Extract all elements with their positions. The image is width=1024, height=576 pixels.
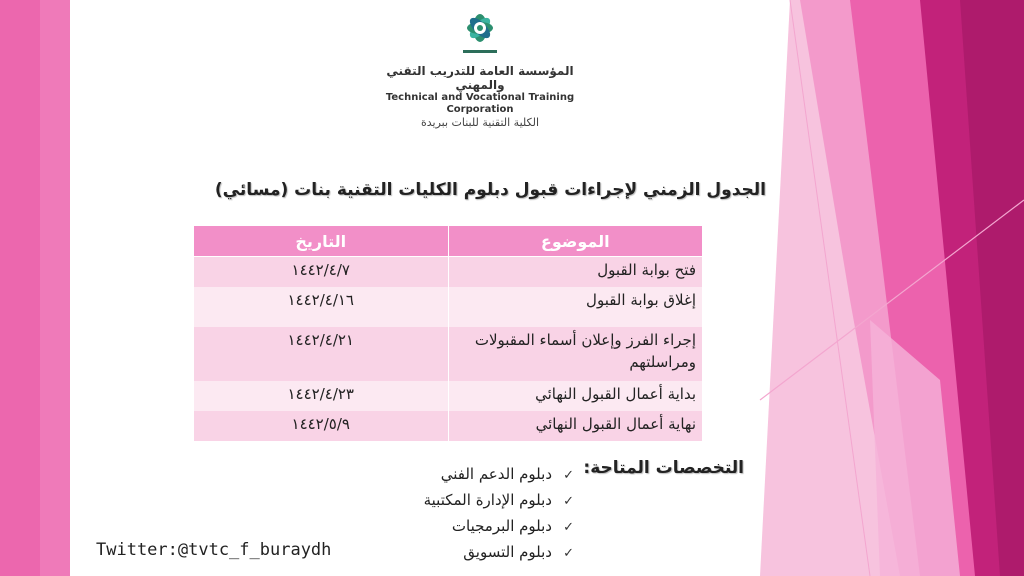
org-name-arabic: المؤسسة العامة للتدريب التقني والمهني <box>386 64 574 92</box>
table-cell-topic: إجراء الفرز وإعلان أسماء المقبولات ومراسلتهم <box>448 327 703 381</box>
table-cell-date: ١٤٤٢/٤/٢١ <box>194 327 449 381</box>
left-pink-shade <box>0 0 40 576</box>
schedule-table <box>193 225 703 441</box>
org-name-english: Technical and Vocational Training Corporation <box>385 92 575 115</box>
table-row <box>194 327 703 381</box>
table-header-row <box>194 226 703 257</box>
table-row <box>194 257 703 287</box>
header-logo-block <box>360 4 600 130</box>
list-item <box>424 540 574 566</box>
table-cell-date: ١٤٤٢/٥/٩ <box>194 411 449 441</box>
checkmark-icon: ✓ <box>563 546 574 561</box>
list-item <box>424 462 574 488</box>
checkmark-icon: ✓ <box>563 494 574 509</box>
checkmark-icon: ✓ <box>563 520 574 535</box>
specialization-label: دبلوم البرمجيات <box>451 517 552 535</box>
table-row <box>194 381 703 411</box>
table-row <box>194 287 703 327</box>
table-cell-date: ١٤٤٢/٤/٢٣ <box>194 381 449 411</box>
table-cell-topic: فتح بوابة القبول <box>448 257 703 287</box>
specializations-label: التخصصات المتاحة: <box>583 458 744 478</box>
column-header-topic: الموضوع <box>448 226 703 257</box>
table-cell-topic: نهاية أعمال القبول النهائي <box>448 411 703 441</box>
tvtc-logo-icon <box>445 4 515 62</box>
specialization-label: دبلوم الدعم الفني <box>440 465 552 483</box>
specialization-label: دبلوم التسويق <box>463 543 552 561</box>
college-name: الكلية التقنية للبنات ببريدة <box>420 116 540 129</box>
list-item <box>424 514 574 540</box>
column-header-date: التاريخ <box>194 226 449 257</box>
table-cell-date: ١٤٤٢/٤/١٦ <box>194 287 449 327</box>
checkmark-icon: ✓ <box>563 468 574 483</box>
specializations-list <box>424 462 574 566</box>
page-title: الجدول الزمني لإجراءات قبول دبلوم الكليات التقنية بنات (مسائي) <box>214 180 766 200</box>
table-cell-topic: إغلاق بوابة القبول <box>448 287 703 327</box>
twitter-handle: Twitter:@tvtc_f_buraydh <box>96 540 332 560</box>
list-item <box>424 488 574 514</box>
specialization-label: دبلوم الإدارة المكتبية <box>423 491 552 509</box>
table-row <box>194 411 703 441</box>
table-cell-date: ١٤٤٢/٤/٧ <box>194 257 449 287</box>
table-cell-topic: بداية أعمال القبول النهائي <box>448 381 703 411</box>
